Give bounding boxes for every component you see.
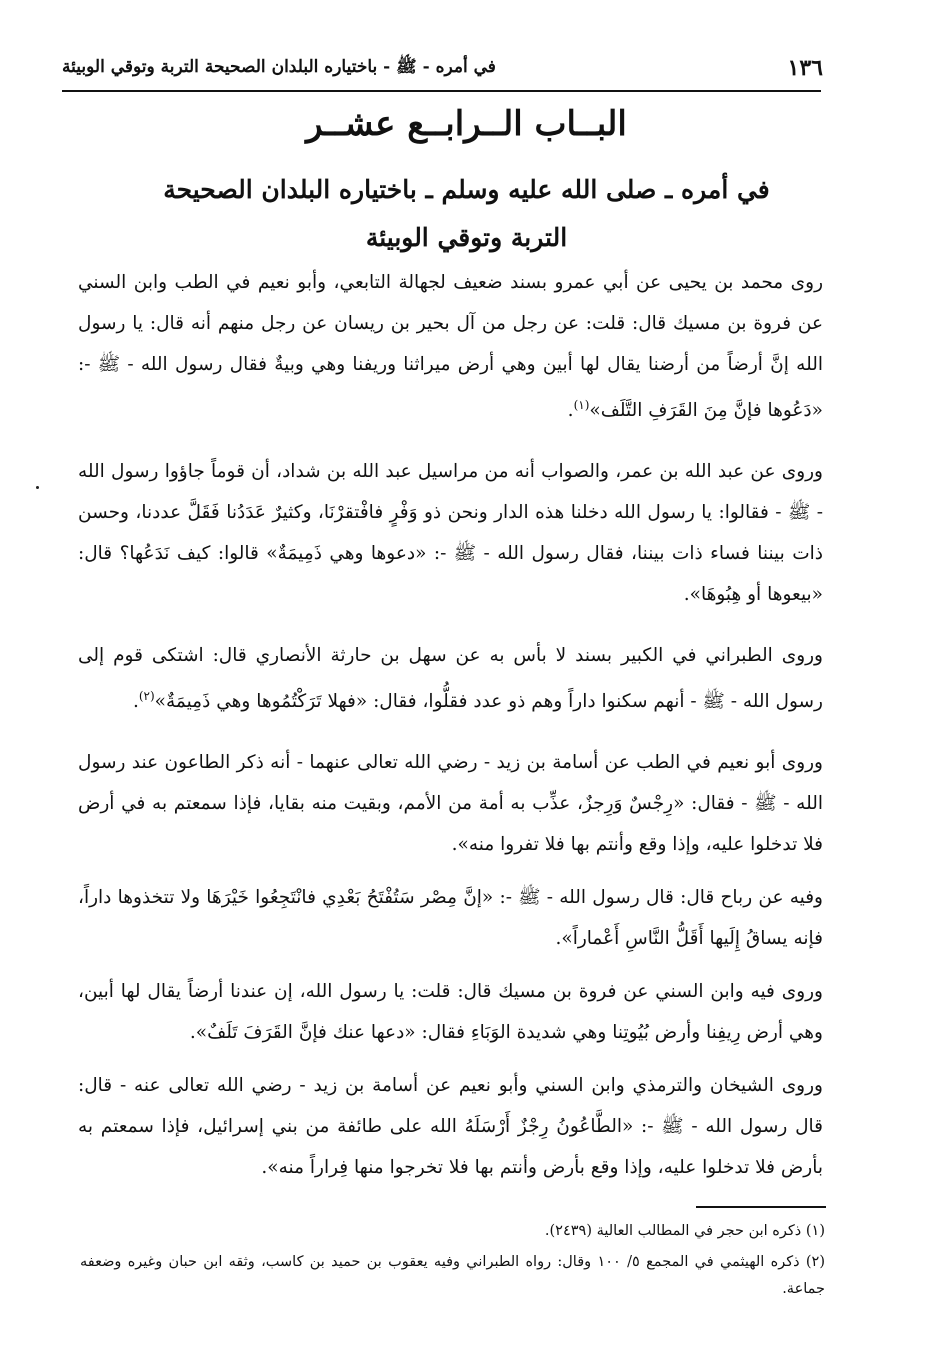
running-title: في أمره - ﷺ - باختياره البلدان الصحيحة التربة وتوقي الوبيئة xyxy=(62,56,496,77)
paragraph-4 xyxy=(78,742,823,865)
footnote-1: (١) ذكره ابن حجر في المطالب العالية (٢٤٣٩). xyxy=(544,1223,825,1239)
chapter-subtitle-line-1: في أمره ـ صلى الله عليه وسلم ـ باختياره البلدان الصحيحة xyxy=(163,175,770,204)
chapter-subtitle xyxy=(110,166,823,262)
header-rule xyxy=(62,90,821,92)
paragraph-text: وروى فيه وابن السني عن فروة بن مسيك قال: قلت: يا رسول الله، إن عندنا أرضاً يقال لها أبين، وهي أرض رِيفِنا وأرض بُيُوتِنا وهي شديدة الوَبَاءِ فقال: «دعها عنك فإنَّ القَرَفَ تَلَفٌ». xyxy=(78,981,823,1044)
paragraph-2 xyxy=(78,451,823,615)
paragraph-1 xyxy=(78,262,823,431)
footnote-rule xyxy=(696,1206,826,1208)
body-text xyxy=(78,262,823,1200)
footnote-reference: (٢) xyxy=(138,689,155,704)
paragraph-tail: . xyxy=(132,691,139,713)
paragraph-text: وروى عن عبد الله بن عمر، والصواب أنه من مراسيل عبد الله بن شداد، أن قوماً جاؤوا رسول الله - ﷺ - فقالوا: يا رسول الله دخلنا هذه الدار ونحن ذو وَفْرٍ فافْتقرْنَا، وكثيرٌ عَدَدُنا فَقَلَّ عددنا، وحسن ذات بيننا فساء ذات بيننا، فقال رسول الله - ﷺ -: «دعوها وهي ذَمِيمَةٌ» قالوا: كيف نَدَعُها؟ قال: «بيعوها أو هِبُوهَا». xyxy=(78,461,823,606)
paragraph-text: وروى الشيخان والترمذي وابن السني وأبو نعيم عن أسامة بن زيد - رضي الله تعالى عنه - قال: قال رسول الله - ﷺ -: «الطَّاعُونُ رِجْزٌ أَرْسَلَهُ الله على طائفة من بني إسرائيل، فإذا سمعتم به بأرض فلا تدخلوا عليه، وإذا وقع بأرض وأنتم بها فلا تخرجوا منها فِراراً منه». xyxy=(78,1075,823,1179)
paragraph-text: وروى الطبراني في الكبير بسند لا بأس به عن سهل بن حارثة الأنصاري قال: اشتكى قوم إلى رسول الله - ﷺ - أنهم سكنوا داراً وهم ذو عدد فقلُّوا، فقال: «فهلا تَرَكْتُمُوها وهي ذَمِيمَةٌ» xyxy=(78,645,823,713)
footnotes xyxy=(80,1218,825,1307)
footnote-reference: (١) xyxy=(573,398,590,412)
running-header xyxy=(62,48,823,88)
paragraph-5 xyxy=(78,877,823,959)
page-number: ١٣٦ xyxy=(787,55,823,81)
paragraph-text: وروى أبو نعيم في الطب عن أسامة بن زيد - رضي الله تعالى عنهما - أنه ذكر الطاعون عند رسول الله - ﷺ - فقال: «رِجْسٌ وَرِجزٌ، عذِّب به أمة من الأمم، وبقيت منه بقايا، فإذا سمعتم به في أرض فلا تدخلوا عليه، وإذا وقع وأنتم بها فلا تفروا منه». xyxy=(78,752,823,856)
paragraph-text: روى محمد بن يحيى عن أبي عمرو بسند ضعيف لجهالة التابعي، وأبو نعيم في الطب وابن السني عن فروة بن مسيك قال: قلت: عن رجل من آل بحير بن ريسان عن رجل منهم أنه قال: يا رسول الله إنَّ أرضاً من أرضنا يقال لها أبين وهي أرض ميراثنا وريفنا وهي وبيةٌ فقال رسول الله - ﷺ -: «دَعُوها فإنَّ مِنَ القَرَفِ التَّلَف» xyxy=(78,272,823,422)
chapter-title: البــاب الــرابــع عشــر xyxy=(306,104,627,144)
paragraph-6 xyxy=(78,971,823,1053)
scan-speck xyxy=(36,486,39,489)
footnote-2: (٢) ذكره الهيثمي في المجمع ٥/ ١٠٠ وقال: رواه الطبراني وفيه يعقوب بن حميد بن كاسب، وثقه ابن حبان وغيره وضعفه جماعة. xyxy=(80,1254,825,1297)
chapter-subtitle-line-2: التربة وتوقي الوبيئة xyxy=(365,223,568,252)
paragraph-text: وفيه عن رباح قال: قال رسول الله - ﷺ -: «إنَّ مِصْر سَتُفْتَحُ بَعْدِي فانْتَجِعُوا خَيْرَهَا ولا تتخذوها داراً، فإنه يساقُ إِلَيها أَقَلُّ النَّاسِ أَعْماراً». xyxy=(78,887,823,950)
paragraph-3 xyxy=(78,635,823,722)
paragraph-tail: . xyxy=(567,400,574,422)
paragraph-7 xyxy=(78,1065,823,1188)
